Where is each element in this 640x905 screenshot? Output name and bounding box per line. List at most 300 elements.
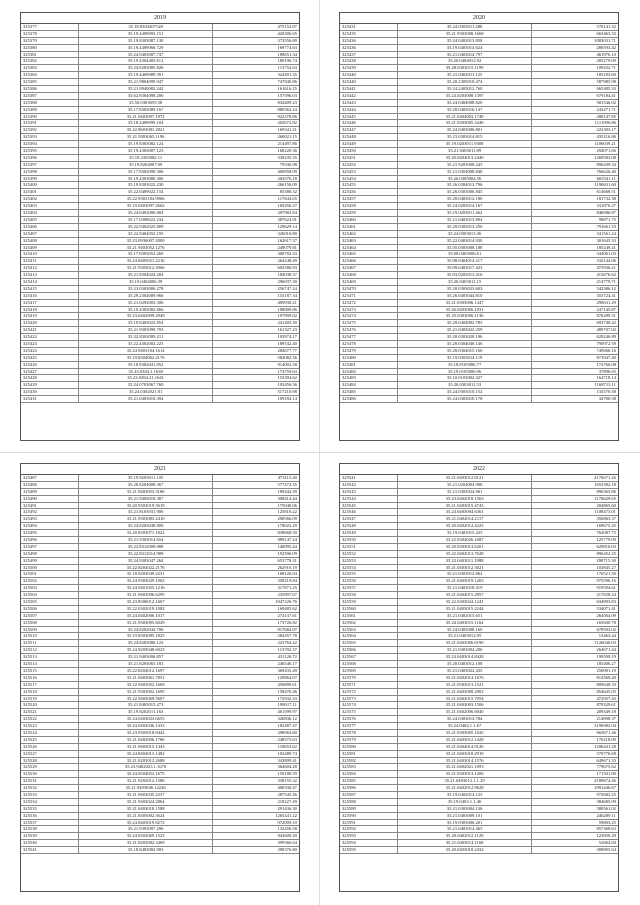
row-id-cell: 325509 [21, 627, 79, 633]
code-cell: 35.18.8403082.903 [79, 847, 212, 853]
code-cell: 35.22.9403069.5607 [79, 696, 212, 702]
table-row [21, 203, 299, 210]
table-row [340, 675, 618, 682]
row-id-cell: 325398 [21, 169, 79, 175]
table-row [21, 369, 299, 376]
table-row [340, 530, 618, 537]
amount-cell: 256747.24 [277, 285, 297, 291]
amount-cell: 113702.37 [277, 647, 297, 653]
row-id-cell: 325451 [340, 155, 398, 161]
amount-cell: 308414.44 [277, 495, 297, 501]
row-id-cell: 325511 [21, 640, 79, 646]
amount-cell: 364604.28 [277, 764, 297, 770]
row-id-cell: 325554 [340, 565, 398, 571]
code-cell: 35.21.8403015.473 [79, 702, 212, 708]
code-cell: 35.24.9303029.1002 [79, 578, 212, 584]
row-id-cell: 325467 [340, 265, 398, 271]
amount-cell: 570776.68 [596, 750, 616, 756]
amount-cell: 1206441.28 [594, 743, 616, 749]
row-id-cell: 325568 [340, 661, 398, 667]
table-row [21, 300, 299, 307]
table-row [21, 509, 299, 516]
row-id-cell: 325486 [340, 396, 398, 402]
code-cell: 35.19.0403097.2662 [79, 203, 212, 209]
code-cell: 35.24.0703067.760 [79, 382, 212, 388]
code-cell: 35.19.4303080.306 [79, 176, 212, 182]
code-cell: 35.62.8304098.206 [79, 93, 212, 99]
code-cell: 35.26.0403006.1031 [398, 307, 531, 313]
row-id-cell: 325448 [340, 134, 398, 140]
table-row [21, 355, 299, 362]
row-id-cell: 325401 [21, 189, 79, 195]
row-id-cell: 325423 [21, 341, 79, 347]
amount-cell: 679184.41 [596, 92, 616, 98]
table-row [340, 362, 618, 369]
row-id-cell: 325407 [21, 231, 79, 237]
code-cell: 35.21.0403008.2002 [398, 689, 531, 695]
amount-cell: 409930.21 [277, 299, 297, 305]
code-cell: 35.20.0303011.53 [398, 382, 531, 388]
amount-cell: 79336.98 [279, 161, 297, 167]
code-cell: 35.21.0402006.1786 [79, 737, 212, 743]
code-cell: 35.21.9203008.245 [398, 162, 531, 168]
code-cell: 35.21.9403097.1972 [79, 114, 212, 120]
amount-cell: 854645.05 [596, 688, 616, 694]
table-row [21, 503, 299, 510]
amount-cell: 174759.63 [277, 368, 297, 374]
table-row [340, 307, 618, 314]
code-cell: 35.19.0402014.125 [398, 792, 531, 798]
row-id-cell: 325510 [21, 633, 79, 639]
code-cell: 35.24.0303014.784 [398, 716, 531, 722]
code-cell: 35.24.8203086.122 [79, 640, 212, 646]
code-cell: 35.19.2303082.11 [79, 155, 212, 161]
amount-cell: 1653382.18 [594, 481, 616, 487]
code-cell: 35.21.0303024.961 [398, 489, 531, 495]
amount-cell: 298631.29 [596, 299, 616, 305]
amount-cell: 308895.64 [596, 847, 616, 853]
table-title: 2022 [340, 464, 618, 475]
amount-cell: 132456.58 [277, 826, 297, 832]
table-row [340, 509, 618, 516]
row-id-cell: 325421 [21, 327, 79, 333]
table-row [340, 120, 618, 127]
row-id-cell: 325466 [340, 258, 398, 264]
table-row [340, 134, 618, 141]
code-cell: 35.18.8105086.77 [398, 362, 531, 368]
amount-cell: 2189674.46 [594, 778, 616, 784]
amount-cell: 896452.25 [596, 550, 616, 556]
code-cell: 35.21.0404003.1748 [398, 114, 531, 120]
amount-cell: 214497.86 [277, 141, 297, 147]
table-row [21, 224, 299, 231]
row-id-cell: 325519 [21, 696, 79, 702]
row-id-cell: 325532 [21, 785, 79, 791]
row-id-cell: 325569 [340, 668, 398, 674]
row-id-cell: 325518 [21, 689, 79, 695]
row-id-cell: 325449 [340, 141, 398, 147]
amount-cell: 369433.49 [277, 667, 297, 673]
amount-cell: 199599.19 [596, 654, 616, 660]
row-id-cell: 325538 [21, 826, 79, 832]
table-2019 [20, 12, 300, 441]
code-cell: 35.23.8306012.1667 [79, 599, 212, 605]
code-cell: 35.24.0403015.1164 [398, 620, 531, 626]
table-row [21, 482, 299, 489]
table-body [21, 24, 299, 403]
code-cell: 35.28.8204008.367 [79, 482, 212, 488]
table-row [21, 307, 299, 314]
amount-cell: 157596.03 [277, 92, 297, 98]
code-cell: 35.19.8303082.124 [79, 141, 212, 147]
code-cell: 35.24.9303047.264 [79, 558, 212, 564]
amount-cell: 176218.09 [596, 736, 616, 742]
amount-cell: 161327.23 [277, 327, 297, 333]
amount-cell: 922378.86 [277, 113, 297, 119]
amount-cell: 294071.66 [596, 148, 616, 154]
code-cell: 35.21.0292003.306 [79, 300, 212, 306]
row-id-cell: 325593 [340, 833, 398, 839]
amount-cell: 140095.44 [277, 543, 297, 549]
code-cell: 35.24.0504052.1675 [79, 771, 212, 777]
amount-cell: 919594.61 [596, 585, 616, 591]
code-cell: 35.19.8303087.130 [79, 38, 212, 44]
code-cell: 35.18.4409099.104 [79, 120, 212, 126]
amount-cell: 246209.11 [596, 812, 616, 818]
row-id-cell: 325385 [21, 79, 79, 85]
table-row [21, 245, 299, 252]
amount-cell: 188651.34 [277, 51, 297, 57]
amount-cell: 264248.49 [277, 258, 297, 264]
amount-cell: 172932.33 [277, 695, 297, 701]
row-id-cell: 325430 [21, 389, 79, 395]
amount-cell: 914002.58 [277, 361, 297, 367]
amount-cell: 176521.50 [596, 571, 616, 577]
code-cell: 35.23.0402699.2949 [79, 313, 212, 319]
table-row [340, 72, 618, 79]
amount-cell: 241403.30 [277, 320, 297, 326]
amount-cell: 475936.21 [596, 265, 616, 271]
table-row [340, 245, 618, 252]
table-row [340, 627, 618, 634]
row-id-cell: 325572 [340, 689, 398, 695]
row-id-cell: 325550 [340, 537, 398, 543]
row-id-cell: 325531 [21, 778, 79, 784]
table-row [21, 723, 299, 730]
table-row [340, 551, 618, 558]
amount-cell: 355724.31 [596, 292, 616, 298]
row-id-cell: 325522 [21, 716, 79, 722]
row-id-cell: 325395 [21, 148, 79, 154]
amount-cell: 1108473.01 [594, 509, 616, 515]
code-cell: 35.24.0403004.6361 [398, 509, 531, 515]
table-row [21, 696, 299, 703]
code-cell: 35.24.8302069.1523 [79, 833, 212, 839]
row-id-cell: 325581 [340, 751, 398, 757]
table-row [340, 840, 618, 847]
table-row [21, 771, 299, 778]
table-row [21, 141, 299, 148]
amount-cell: 653778.31 [277, 557, 297, 563]
table-row [21, 675, 299, 682]
table-row [340, 155, 618, 162]
table-row [21, 286, 299, 293]
code-cell: 35.19.0404006.39 [79, 279, 212, 285]
table-row [340, 764, 618, 771]
amount-cell: 262916.19 [277, 564, 297, 570]
code-cell: 35.10.0103002.327 [398, 375, 531, 381]
row-id-cell: 325450 [340, 148, 398, 154]
amount-cell: 264564.09 [596, 612, 616, 618]
code-cell: 35.21.9303099.703 [79, 327, 212, 333]
row-id-cell: 325544 [340, 496, 398, 502]
amount-cell: 301645.33 [596, 237, 616, 243]
code-cell: 35.21.0403003.1506 [398, 702, 531, 708]
code-cell: 35.20.0404013.2440 [398, 155, 531, 161]
row-id-cell: 325416 [21, 293, 79, 299]
code-cell: 35.21.9403011.89 [398, 148, 531, 154]
amount-cell: 587985.98 [596, 79, 616, 85]
table-row [340, 265, 618, 272]
table-row [340, 620, 618, 627]
table-row [340, 217, 618, 224]
code-cell: 35.09.0403017.423 [398, 265, 531, 271]
amount-cell: 109432.71 [596, 65, 616, 71]
table-2020 [339, 12, 619, 441]
row-id-cell: 325465 [340, 251, 398, 257]
table-body [340, 475, 618, 854]
code-cell: 35.20.0403012.180 [398, 196, 531, 202]
code-cell: 35.03.0203013.416 [398, 272, 531, 278]
amount-cell: 634993.83 [596, 599, 616, 605]
amount-cell: 838668.50 [277, 530, 297, 536]
row-id-cell: 325524 [21, 730, 79, 736]
code-cell: 35.24.0402046.1433 [79, 723, 212, 729]
code-cell: 35.24.0303010.152 [398, 389, 531, 395]
amount-cell: 291436.30 [277, 805, 297, 811]
row-id-cell: 325378 [21, 31, 79, 37]
row-id-cell: 325392 [21, 127, 79, 133]
amount-cell: 420306.65 [277, 30, 297, 36]
row-id-cell: 325557 [340, 585, 398, 591]
amount-cell: 169485.62 [277, 605, 297, 611]
amount-cell: 214779.71 [596, 278, 616, 284]
row-id-cell: 325528 [21, 758, 79, 764]
table-row [340, 251, 618, 258]
row-id-cell: 325566 [340, 647, 398, 653]
code-cell: 35.23.0303006.278 [79, 286, 212, 292]
table-row [21, 640, 299, 647]
amount-cell: 461599.97 [277, 709, 297, 715]
code-cell: 35.24.8203048.809 [79, 523, 212, 529]
row-id-cell: 325578 [340, 730, 398, 736]
table-row [21, 120, 299, 127]
amount-cell: 117644.65 [277, 196, 297, 202]
code-cell: 35.21.8103031.906 [79, 509, 212, 515]
row-id-cell: 325530 [21, 771, 79, 777]
amount-cell: 779675.62 [596, 764, 616, 770]
table-row [21, 758, 299, 765]
table-row [340, 571, 618, 578]
amount-cell: 943600.20 [277, 833, 297, 839]
table-row [340, 203, 618, 210]
amount-cell: 580561.02 [596, 805, 616, 811]
table-row [21, 107, 299, 114]
amount-cell: 118653.62 [277, 743, 297, 749]
table-row [21, 516, 299, 523]
table-row [21, 558, 299, 565]
row-id-cell: 325514 [21, 661, 79, 667]
row-id-cell: 325469 [340, 279, 398, 285]
table-row [340, 65, 618, 72]
table-row [21, 375, 299, 382]
code-cell: 35.21.9303083.2410 [79, 516, 212, 522]
code-cell: 35.21.0403014.797 [398, 52, 531, 58]
code-cell: 35.22.8603081.2821 [79, 127, 212, 133]
code-cell: 35.21.0403012.3021 [398, 565, 531, 571]
row-id-cell: 325463 [340, 238, 398, 244]
table-row [21, 840, 299, 847]
table-row [21, 238, 299, 245]
row-id-cell: 325380 [21, 45, 79, 51]
row-id-cell: 325490 [21, 496, 79, 502]
code-cell: 35.24.0403014.8428 [398, 654, 531, 660]
row-id-cell: 325567 [340, 654, 398, 660]
code-cell: 35.29.0404002.785 [398, 320, 531, 326]
amount-cell: 766626.40 [596, 168, 616, 174]
row-id-cell: 325473 [340, 307, 398, 313]
table-row [340, 224, 618, 231]
code-cell: 35.24.0203008.1397 [398, 93, 531, 99]
row-id-cell: 325404 [21, 210, 79, 216]
table-row [21, 362, 299, 369]
row-id-cell: 325400 [21, 182, 79, 188]
row-id-cell: 325456 [340, 189, 398, 195]
row-id-cell: 325488 [21, 482, 79, 488]
table-row [340, 751, 618, 758]
table-row [21, 93, 299, 100]
table-row [21, 751, 299, 758]
table-row [21, 231, 299, 238]
table-row [21, 389, 299, 396]
amount-cell: 153394.62 [277, 375, 297, 381]
code-cell: 35.21.0303004.136 [398, 806, 531, 812]
table-row [21, 530, 299, 537]
amount-cell: 204865.60 [596, 502, 616, 508]
amount-cell: 343899.41 [277, 757, 297, 763]
row-id-cell: 325489 [21, 489, 79, 495]
table-2021 [20, 463, 300, 892]
amount-cell: 125779.09 [596, 537, 616, 543]
amount-cell: 972009.10 [277, 819, 297, 825]
table-row [340, 114, 618, 121]
row-id-cell: 325492 [21, 509, 79, 515]
table-row [340, 585, 618, 592]
row-id-cell: 325441 [340, 86, 398, 92]
table-row [340, 778, 618, 785]
row-id-cell: 325457 [340, 196, 398, 202]
amount-cell: 264671.44 [596, 647, 616, 653]
table-row [21, 571, 299, 578]
table-row [340, 238, 618, 245]
table-row [21, 813, 299, 820]
code-cell: 35.21.0403012.8121 [398, 475, 531, 481]
row-id-cell: 325493 [21, 516, 79, 522]
row-id-cell: 325583 [340, 764, 398, 770]
row-id-cell: 325551 [340, 544, 398, 550]
table-row [21, 134, 299, 141]
amount-cell: 1168713.11 [594, 382, 616, 388]
amount-cell: 103845.27 [596, 564, 616, 570]
table-row [340, 565, 618, 572]
amount-cell: 203672.82 [277, 120, 297, 126]
row-id-cell: 325436 [340, 38, 398, 44]
amount-cell: 183193.60 [596, 72, 616, 78]
row-id-cell: 325537 [21, 820, 79, 826]
amount-cell: 284457.78 [277, 633, 297, 639]
row-id-cell: 325491 [21, 503, 79, 509]
table-row [21, 716, 299, 723]
table-row [340, 320, 618, 327]
row-id-cell: 325529 [21, 764, 79, 770]
table-row [340, 696, 618, 703]
amount-cell: 790972.59 [596, 340, 616, 346]
table-row [340, 537, 618, 544]
code-cell: 35.21.0404014.9126 [398, 744, 531, 750]
table-row [340, 737, 618, 744]
table-row [21, 100, 299, 107]
table-row [340, 758, 618, 765]
code-cell: 35.20.8303071.1822 [79, 530, 212, 536]
code-cell: 35.28.0403016.147 [398, 107, 531, 113]
row-id-cell: 325498 [21, 551, 79, 557]
code-cell: 35.19.8203011.105 [79, 475, 212, 481]
row-id-cell: 325425 [21, 355, 79, 361]
amount-cell: 37896.65 [598, 368, 616, 374]
code-cell: 35.21.8405002.3624 [79, 813, 212, 819]
row-id-cell: 325501 [21, 571, 79, 577]
table-row [340, 169, 618, 176]
amount-cell: 266156.09 [277, 182, 297, 188]
row-id-cell: 325543 [340, 489, 398, 495]
row-id-cell: 325464 [340, 245, 398, 251]
amount-cell: 59803.25 [598, 819, 616, 825]
table-row [340, 182, 618, 189]
row-id-cell: 325496 [21, 537, 79, 543]
row-id-cell: 325574 [340, 702, 398, 708]
table-row [340, 799, 618, 806]
amount-cell: 570141.32 [596, 24, 616, 29]
table-row [340, 148, 618, 155]
row-id-cell: 325417 [21, 300, 79, 306]
code-cell: 35.21.0403019.1263 [398, 578, 531, 584]
table-row [340, 24, 618, 31]
code-cell: 35.21.0403012.1.1.29 [398, 778, 531, 784]
row-id-cell: 325419 [21, 313, 79, 319]
table-row [21, 45, 299, 52]
code-cell: 35.21.0303013.1206 [398, 771, 531, 777]
table-row [21, 348, 299, 355]
amount-cell: 406330.47 [277, 785, 297, 791]
code-cell: 35.19.0303006.201 [398, 820, 531, 826]
table-row [21, 251, 299, 258]
code-cell: 35.21.0403015.4743 [398, 503, 531, 509]
code-cell: 35.23.0294.21.1641 [79, 375, 212, 381]
amount-cell: 248575.63 [277, 736, 297, 742]
amount-cell: 181732.38 [596, 196, 616, 202]
table-row [340, 516, 618, 523]
table-row [340, 100, 618, 107]
